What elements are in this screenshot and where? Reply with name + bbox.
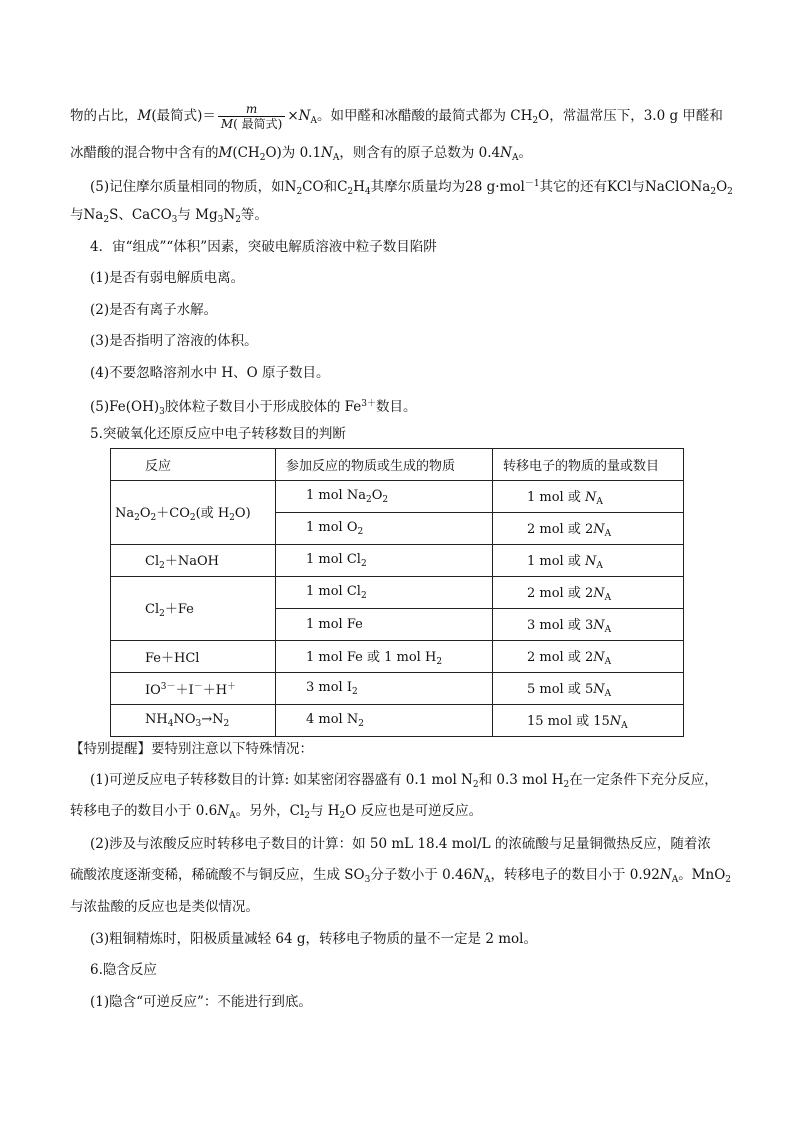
text: ＋NaOH <box>164 554 219 569</box>
table-cell <box>276 545 493 577</box>
text: A <box>671 875 679 885</box>
section5-title: 5.突破氧化还原反应中电子转移数目的判断 <box>90 426 346 442</box>
table-header: 参加反应的物质或生成的物质 <box>276 449 493 481</box>
text: 2 <box>229 513 235 523</box>
tips-1-line2 <box>70 801 482 826</box>
text: N <box>500 145 512 161</box>
text: 2 <box>159 561 165 571</box>
text: A <box>604 529 612 539</box>
text: 2 <box>189 513 196 523</box>
text: N <box>472 867 485 883</box>
text: (CH <box>232 145 260 161</box>
text: N <box>609 714 622 729</box>
text: 与 Mg <box>177 207 218 223</box>
text: 其它的还有KCl与NaClONa <box>539 179 711 195</box>
text: 2 <box>304 811 310 821</box>
text: A <box>604 593 612 603</box>
text: N <box>593 618 605 633</box>
text: O <box>139 506 151 521</box>
text: 2 <box>725 875 732 885</box>
text: A <box>332 153 340 163</box>
table-cell <box>276 481 493 513</box>
table-header: 反应 <box>111 449 276 481</box>
section6-item-1: (1)隐含“可逆反应”：不能进行到底。 <box>90 994 312 1010</box>
text: M <box>137 108 152 124</box>
table-cell <box>111 577 276 641</box>
text: 2 <box>351 687 358 697</box>
text: A <box>604 625 612 635</box>
table-row <box>111 705 684 737</box>
text: 2 <box>382 495 389 505</box>
text: O) <box>234 506 251 521</box>
text: (5)记住摩尔质量相同的物质，如N <box>90 179 297 195</box>
table-cell <box>493 513 684 545</box>
text: 2 <box>357 527 364 537</box>
text: 2 mol 或 2 <box>527 586 594 601</box>
text: 数目。 <box>376 399 417 415</box>
text: ( 最简式) <box>233 117 283 131</box>
text: N <box>593 682 605 697</box>
table-row <box>111 673 684 705</box>
text: 硫酸浓度逐渐变稀，稀硫酸不与铜反应，生成 SO <box>70 867 365 883</box>
text: O，常温常压下，3.0 g 甲醛和 <box>538 108 723 124</box>
table-cell <box>111 545 276 577</box>
section4-item-4: (4)不要忽略溶剂水中 H、O 原子数目。 <box>90 365 330 381</box>
text: 1 mol Cl <box>306 552 361 567</box>
text: 2 <box>103 215 110 225</box>
text: A <box>229 811 236 821</box>
text: CO和C <box>302 179 348 195</box>
text: 3 <box>159 407 165 417</box>
text: 3＋ <box>361 399 377 409</box>
text: 2 <box>727 187 733 197</box>
text: 2 <box>358 719 364 729</box>
table-cell <box>493 481 684 513</box>
text: 4 mol N <box>306 712 359 727</box>
text: × <box>287 108 299 124</box>
text: 转移电子的数目小于 0.6 <box>70 803 218 819</box>
text: H <box>353 179 365 195</box>
text: 。 <box>518 145 532 161</box>
table-row <box>111 545 684 577</box>
text: 3 <box>364 875 371 885</box>
text: Na <box>115 506 135 521</box>
text: 物的占比， <box>70 108 138 124</box>
text: ＋CO <box>156 506 190 521</box>
fraction-numerator: m <box>218 102 285 117</box>
text: 3－ <box>160 682 176 692</box>
para1-line2 <box>70 143 532 168</box>
text: ，转移电子的数目小于 0.92 <box>490 867 660 883</box>
text: (5)Fe(OH) <box>90 399 160 415</box>
text: A <box>596 561 603 571</box>
table-row <box>111 481 684 513</box>
text: N <box>584 554 597 569</box>
table-cell: 1 mol Fe <box>276 609 493 641</box>
text: 4 <box>167 719 174 729</box>
text: 分子数小于 0.46 <box>370 867 473 883</box>
table-cell: Fe＋HCl <box>111 641 276 673</box>
text: ，则含有的原子总数为 0.4 <box>339 145 501 161</box>
table-cell <box>493 545 684 577</box>
text: Cl <box>145 602 160 617</box>
text: 1 mol O <box>306 520 358 535</box>
text: A <box>621 721 628 731</box>
text: 2 <box>150 513 157 523</box>
text: ＋H <box>202 683 228 698</box>
table-row <box>111 641 684 673</box>
para2-line1 <box>90 174 733 202</box>
table-cell <box>111 705 276 737</box>
table-cell <box>276 577 493 609</box>
table-cell <box>276 673 493 705</box>
text: 2 <box>710 187 717 197</box>
text: 3 mol 或 3 <box>527 618 594 633</box>
tips-2-line3: 与浓盐酸的反应也是类似情况。 <box>70 899 259 915</box>
text: 其摩尔质量均为28 g·mol <box>370 179 525 195</box>
electron-transfer-table <box>110 448 684 737</box>
table-cell <box>276 705 493 737</box>
table-row <box>111 577 684 609</box>
text: 2 <box>134 513 140 523</box>
text: N <box>593 650 605 665</box>
table-cell <box>493 673 684 705</box>
text: 2 <box>472 780 479 790</box>
section4-item-2: (2)是否有离子水解。 <box>90 302 218 318</box>
section4-title: 4．宙“组成”“体积”因素，突破电解质溶液中粒子数目陷阱 <box>90 239 437 255</box>
text: 1 mol Fe 或 1 mol H <box>306 650 437 665</box>
table-cell <box>276 513 493 545</box>
text: NH <box>145 712 168 727</box>
table-cell <box>493 705 684 737</box>
text: O)为 0.1 <box>265 145 322 161</box>
text: A <box>484 875 491 885</box>
table-cell <box>276 641 493 673</box>
text: (或 H <box>195 506 230 521</box>
text: A <box>511 153 519 163</box>
text: 。另外，Cl <box>235 803 305 819</box>
text: 2 <box>436 657 443 667</box>
text: 2 <box>532 116 539 126</box>
text: 等。 <box>240 207 268 223</box>
text: － <box>193 682 203 692</box>
text: 3 <box>195 719 202 729</box>
text: (最简式)＝ <box>151 108 216 124</box>
text: －1 <box>524 179 540 189</box>
text: 2 <box>339 811 346 821</box>
tips-1-line1 <box>90 770 718 795</box>
text: O <box>716 179 728 195</box>
section4-item-1: (1)是否有弱电解质电离。 <box>90 270 245 286</box>
text: ＋Fe <box>164 602 194 617</box>
fraction <box>218 102 285 131</box>
text: A <box>310 116 317 126</box>
text: N <box>298 108 311 124</box>
text: 2 <box>360 559 367 569</box>
text: ＋ <box>227 682 237 692</box>
text: NO <box>173 712 196 727</box>
text: (1)可逆反应电子转移数目的计算: 如某密闭容器盛有 0.1 mol N <box>90 772 473 788</box>
text: 3 <box>217 215 224 225</box>
text: N <box>223 207 236 223</box>
text: N <box>593 522 605 537</box>
text: Cl <box>145 554 160 569</box>
text: N <box>593 586 605 601</box>
text: 胶体粒子数目小于形成胶体的 Fe <box>164 399 362 415</box>
text: 2 <box>223 719 230 729</box>
section4-item-3: (3)是否指明了溶液的体积。 <box>90 333 258 349</box>
text: N <box>321 145 333 161</box>
text: 1 mol Cl <box>306 584 361 599</box>
table-header: 转移电子的物质的量或数目 <box>493 449 684 481</box>
text: M <box>218 145 233 161</box>
table-cell <box>493 641 684 673</box>
text: ＋I <box>175 683 194 698</box>
text: N <box>659 867 672 883</box>
section6-title: 6.隐含反应 <box>90 962 157 978</box>
tips-2-line2 <box>70 865 731 890</box>
text: N <box>217 803 230 819</box>
text: 2 <box>360 591 367 601</box>
text: 。MnO <box>678 867 726 883</box>
table-cell <box>111 481 276 545</box>
text: 15 mol 或 15 <box>527 714 610 729</box>
text: A <box>596 497 603 507</box>
text: 冰醋酸的混合物中含有的 <box>70 145 219 161</box>
text: O 反应也是可逆反应。 <box>345 803 483 819</box>
tips-title: 【特别提醒】要特别注意以下特殊情况： <box>70 741 313 757</box>
text: S、CaCO <box>109 207 172 223</box>
text: 5 mol 或 5 <box>527 682 594 697</box>
text: 与 H <box>309 803 340 819</box>
table-cell <box>111 673 276 705</box>
text: A <box>604 689 612 699</box>
text: →N <box>201 712 224 727</box>
text: 3 mol I <box>306 680 352 695</box>
fraction-denominator <box>218 117 285 131</box>
text: A <box>604 657 612 667</box>
text: 与Na <box>70 207 104 223</box>
text: 4 <box>364 187 371 197</box>
text: 2 <box>259 153 266 163</box>
tips-3: (3)粗铜精炼时，阳极质量减轻 64 g，转移电子物质的量不一定是 2 mol。 <box>90 931 537 947</box>
table-header-row <box>111 449 684 481</box>
text: O <box>371 488 383 503</box>
text: 2 <box>563 780 570 790</box>
text: 2 <box>347 187 354 197</box>
text: 3 <box>171 215 178 225</box>
table-cell <box>493 609 684 641</box>
tips-2-line1: (2)涉及与浓酸反应时转移电子数目的计算：如 50 mL 18.4 mol/L 的浓硫酸与足量铜微热反应，随着浓 <box>90 836 711 852</box>
text: N <box>584 490 597 505</box>
text: 1 mol 或 <box>527 490 585 505</box>
para2-line2 <box>70 205 268 230</box>
text: 。如甲醛和冰醋酸的最简式都为 CH <box>316 108 533 124</box>
text: 2 <box>296 187 303 197</box>
text: 2 <box>235 215 241 225</box>
text: 2 mol 或 2 <box>527 522 594 537</box>
text: M <box>220 117 234 131</box>
text: 和 0.3 mol H <box>478 772 564 788</box>
table-cell <box>493 577 684 609</box>
text: 2 <box>365 495 372 505</box>
para1-line1 <box>70 102 723 131</box>
text: 在一定条件下充分反应， <box>569 772 718 788</box>
text: 1 mol Na <box>306 488 366 503</box>
text: 2 <box>159 609 165 619</box>
text: 1 mol 或 <box>527 554 585 569</box>
section4-item-5 <box>90 394 417 422</box>
text: 2 mol 或 2 <box>527 650 594 665</box>
text: IO <box>145 683 161 698</box>
